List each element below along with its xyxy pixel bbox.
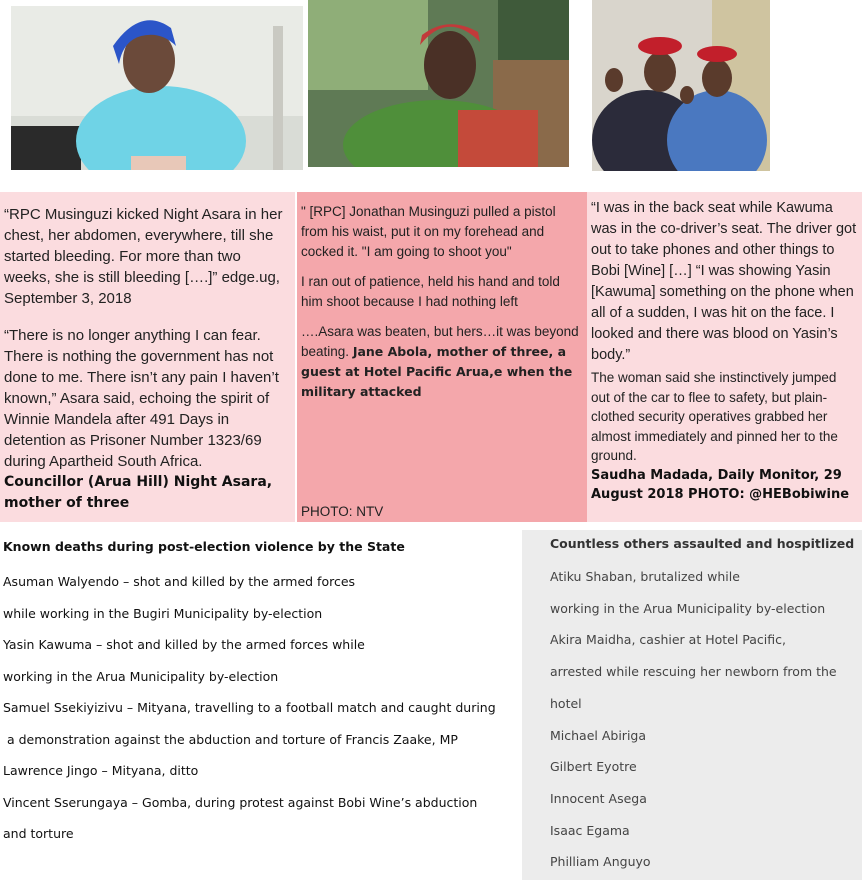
saudha-madada-attribution: Saudha Madada, Daily Monitor, 29 August 2018 PHOTO: @HEBobiwine	[591, 467, 850, 502]
list-item: Isaac Egama	[550, 822, 630, 838]
list-item: Philliam Anguyo	[550, 854, 651, 870]
jane-abola-quote-3: ….Asara was beaten, but hers…it was beyond beating.	[301, 324, 579, 359]
night-asara-photo	[11, 6, 303, 170]
list-item: arrested while rescuing her newborn from the	[550, 664, 837, 680]
jane-abola-photo-credit: PHOTO: NTV	[301, 504, 384, 519]
list-item: Michael Abiriga	[550, 727, 647, 743]
list-item: while working in the Bugiri Municipality by-election	[3, 605, 323, 621]
known-deaths-heading: Known deaths during post-election violence by the State	[3, 539, 405, 554]
jane-abola-attribution: Jane Abola, mother of three, a guest at Hotel Pacific Arua,e when the military attacked	[301, 344, 573, 399]
jane-abola-photo	[308, 0, 569, 167]
bobi-wine-photo	[592, 0, 770, 171]
list-item: Innocent Asega	[550, 790, 647, 806]
jane-abola-quote-2: I ran out of patience, held his hand and told him shoot because I had nothing left	[301, 274, 560, 309]
jane-abola-quote-3-block	[301, 322, 583, 402]
jane-abola-illustration	[308, 0, 569, 167]
night-asara-illustration	[11, 6, 303, 170]
known-deaths-list	[0, 533, 520, 850]
list-item: working in the Arua Municipality by-election	[3, 668, 279, 684]
list-item: Asuman Walyendo – shot and killed by the armed forces	[3, 574, 356, 589]
list-item: Vincent Sserungaya – Gomba, during protest against Bobi Wine’s abduction	[3, 794, 478, 810]
night-asara-quote-2: “There is no longer anything I can fear. There is nothing the government has not done to me. There isn’t any pain I haven’t known,” Asara said, echoing the spirit of Winnie Mandela after 491 Days in detention as Prisoner Number 1323/69 during Apartheid South Africa.	[4, 327, 279, 470]
night-asara-attribution: Councillor (Arua Hill) Night Asara, mother of three	[4, 474, 273, 511]
list-item: Samuel Ssekiyizivu – Mityana, travelling to a football match and caught during	[3, 700, 496, 715]
night-asara-quote-box	[0, 192, 295, 522]
list-item: Gilbert Eyotre	[550, 759, 637, 775]
bobi-wine-illustration	[592, 0, 770, 171]
assaulted-list-panel	[522, 530, 862, 880]
list-item: and torture	[3, 826, 74, 841]
list-item: Akira Maidha, cashier at Hotel Pacific,	[550, 632, 786, 648]
list-item: a demonstration against the abduction and torture of Francis Zaake, MP	[3, 731, 458, 747]
jane-abola-quote-1: " [RPC] Jonathan Musinguzi pulled a pistol from his waist, put it on my forehead and cocked it. "I am going to shoot you"	[301, 204, 556, 259]
assaulted-heading: Countless others assaulted and hospitlized	[550, 536, 855, 551]
saudha-madada-quote-1: “I was in the back seat while Kawuma was in the co-driver’s seat. The driver got out to take phones and other things to Bobi [Wine] […] “I was showing Yasin [Kawuma] something on the phone when all of a sudden, I was hit on the face. I looked and there was blood on Yasin’s body.”	[591, 200, 857, 363]
saudha-madada-quote-2: The woman said she instinctively jumped out of the car to flee to safety, but plain-clothed security operatives grabbed her almost immediately and pinned her to the ground.	[591, 370, 838, 463]
list-item: working in the Arua Municipality by-election	[550, 600, 826, 616]
list-item: Atiku Shaban, brutalized while	[550, 569, 740, 584]
list-item: Lawrence Jingo – Mityana, ditto	[3, 763, 199, 778]
jane-abola-quote-box	[297, 192, 587, 522]
list-item: Yasin Kawuma – shot and killed by the armed forces while	[3, 637, 365, 652]
saudha-madada-quote-box	[587, 192, 862, 522]
night-asara-quote-1: “RPC Musinguzi kicked Night Asara in her chest, her abdomen, everywhere, till she started bleeding. For more than two weeks, she is still bleeding [….]” edge.ug, September 3, 2018	[4, 206, 283, 307]
list-item: hotel	[550, 695, 582, 711]
